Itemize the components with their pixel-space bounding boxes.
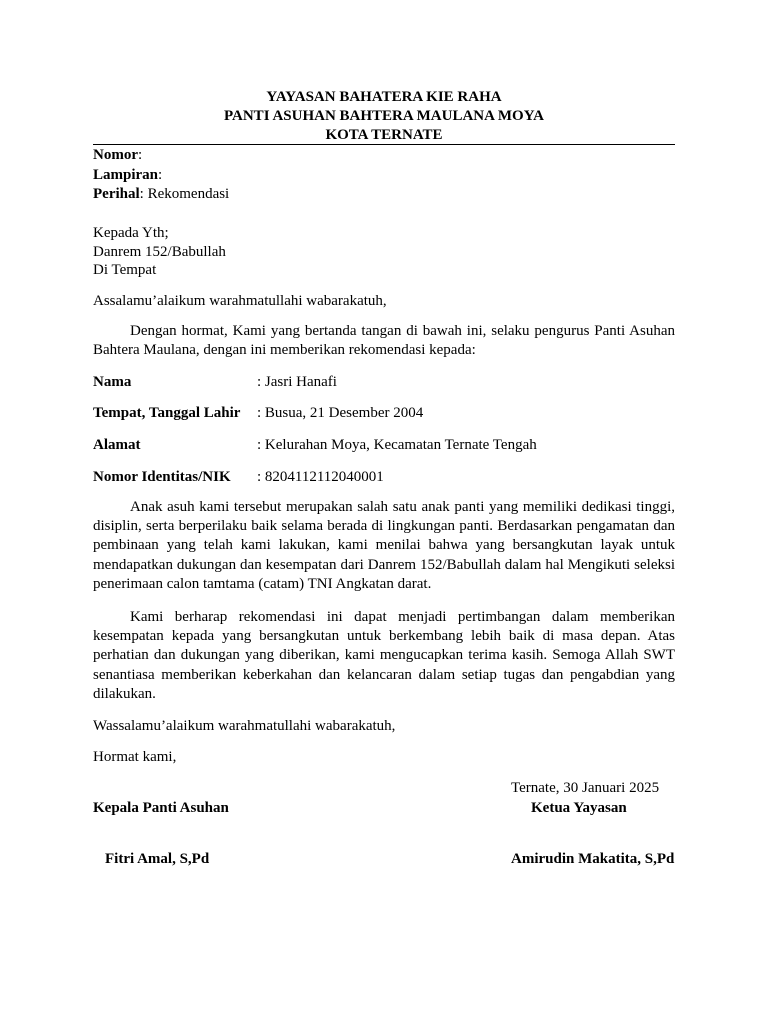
- city-name: KOTA TERNATE: [325, 127, 443, 143]
- signature-date: Ternate, 30 Januari 2025: [511, 780, 660, 796]
- foundation-name: YAYASAN BAHATERA KIE RAHA: [266, 89, 502, 105]
- greeting: Assalamu’alaikum warahmatullahi wabarakatuh,: [93, 293, 387, 309]
- right-signatory-name: Amirudin Makatita, S,Pd: [511, 851, 675, 867]
- body-paragraph-1: Anak asuh kami tersebut merupakan salah satu anak panti yang memiliki dedikasi tinggi, disiplin, serta berperilaku baik selama berada di lingkungan panti. Berdasarkan pengamatan dan pembinaan yang telah kami lakukan, kami menilai bahwa yang bersangkutan layak untuk mendapatkan dukungan dan kesempatan dari Danrem 152/Babullah dalam hal Mengikuti seleksi penerimaan calon tamtama (catam) TNI Angkatan darat.: [93, 499, 675, 592]
- field-value: : 8204112112040001: [257, 469, 384, 485]
- field-value: : Kelurahan Moya, Kecamatan Ternate Tengah: [257, 437, 537, 453]
- field-label: Nomor Identitas/NIK: [93, 469, 231, 485]
- recipient-line-2: Danrem 152/Babullah: [93, 243, 226, 260]
- nomor-label: Nomor: [93, 147, 138, 163]
- field-label: Alamat: [93, 437, 141, 453]
- recipient-line-1: Kepada Yth;: [93, 225, 169, 241]
- letter-meta: [93, 146, 229, 205]
- left-signatory-role: Kepala Panti Asuhan: [93, 800, 229, 816]
- header-divider: [93, 144, 675, 145]
- field-value: : Jasri Hanafi: [257, 374, 337, 390]
- left-signatory-name: Fitri Amal, S,Pd: [105, 851, 210, 867]
- recipient-block: [93, 224, 226, 280]
- closing-salutation: Hormat kami,: [93, 749, 177, 765]
- field-label: Tempat, Tanggal Lahir: [93, 405, 241, 421]
- recipient-line-3: Di Tempat: [93, 262, 157, 278]
- closing-greeting: Wassalamu’alaikum warahmatullahi wabarakatuh,: [93, 718, 396, 734]
- nomor-line: Nomor:: [93, 147, 143, 163]
- right-signatory-role: Ketua Yayasan: [531, 800, 627, 816]
- perihal-line: Perihal: Rekomendasi: [93, 186, 230, 202]
- intro-paragraph: Dengan hormat, Kami yang bertanda tangan di bawah ini, selaku pengurus Panti Asuhan Bahtera Maulana, dengan ini memberikan rekomendasi kepada:: [93, 323, 675, 359]
- perihal-label: Perihal: [93, 186, 140, 202]
- perihal-value: Rekomendasi: [147, 186, 230, 202]
- body-paragraph-2: Kami berharap rekomendasi ini dapat menjadi pertimbangan dalam memberikan kesempatan kepada yang bersangkutan untuk berkembang lebih baik di masa depan. Atas perhatian dan dukungan yang diberikan, kami mengucapkan terima kasih. Semoga Allah SWT senantiasa memberikan keberkahan dan kelancaran dalam setiap tugas dan pengabdian yang dilakukan.: [93, 609, 675, 702]
- lampiran-line: Lampiran:: [93, 166, 163, 183]
- field-label: Nama: [93, 374, 132, 390]
- lampiran-label: Lampiran: [93, 166, 159, 183]
- field-value: : Busua, 21 Desember 2004: [257, 405, 424, 421]
- letterhead: [93, 88, 675, 145]
- orphanage-name: PANTI ASUHAN BAHTERA MAULANA MOYA: [223, 108, 545, 124]
